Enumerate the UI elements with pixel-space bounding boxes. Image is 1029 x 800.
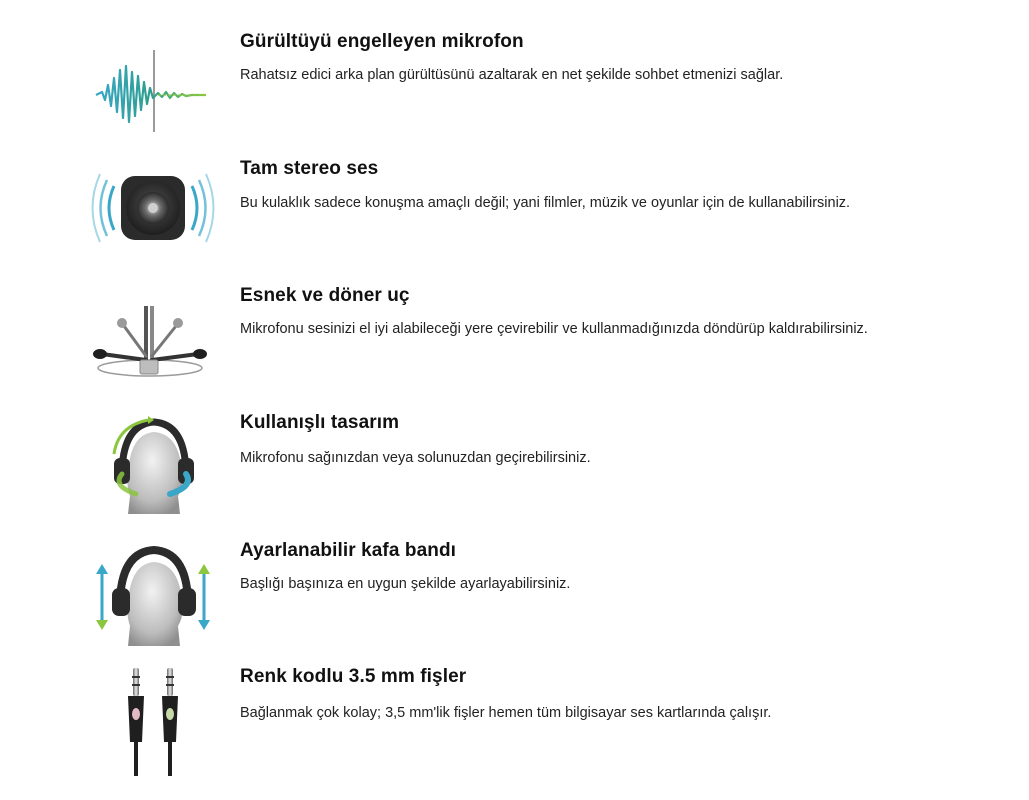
feature-description: Rahatsız edici arka plan gürültüsünü azaltarak en net şekilde sohbet etmenizi sağlar. bbox=[240, 67, 784, 83]
feature-item-noise-cancelling bbox=[0, 0, 1029, 128]
audio-jack-icon bbox=[88, 666, 218, 776]
feature-title: Gürültüyü engelleyen mikrofon bbox=[240, 31, 524, 52]
feature-item-color-coded-plugs bbox=[0, 640, 1029, 768]
feature-title: Esnek ve döner uç bbox=[240, 285, 410, 306]
feature-title: Ayarlanabilir kafa bandı bbox=[240, 540, 457, 561]
feature-title: Tam stereo ses bbox=[240, 158, 379, 179]
feature-description: Başlığı başınıza en uygun şekilde ayarlayabilirsiniz. bbox=[240, 576, 571, 592]
feature-item-adjustable-headband bbox=[0, 512, 1029, 640]
feature-description: Mikrofonu sesinizi el iyi alabileceği yere çevirebilir ve kullanmadığınızda döndürüp kaldırabilirsiniz. bbox=[240, 321, 868, 337]
feature-item-practical-design bbox=[0, 384, 1029, 512]
feature-item-flexible-boom bbox=[0, 256, 1029, 384]
headset-on-head-icon bbox=[88, 414, 218, 524]
speaker-icon bbox=[88, 158, 218, 268]
feature-description: Bağlanmak çok kolay; 3,5 mm'lik fişler hemen tüm bilgisayar ses kartlarında çalışır. bbox=[240, 705, 772, 721]
feature-description: Mikrofonu sağınızdan veya solunuzdan geçirebilirsiniz. bbox=[240, 450, 591, 466]
adjustable-headband-icon bbox=[88, 542, 218, 652]
feature-title: Renk kodlu 3.5 mm fişler bbox=[240, 666, 467, 687]
feature-item-stereo-sound bbox=[0, 128, 1029, 256]
feature-title: Kullanışlı tasarım bbox=[240, 412, 400, 433]
feature-description: Bu kulaklık sadece konuşma amaçlı değil; yani filmler, müzik ve oyunlar için de kullanabilirsiniz. bbox=[240, 195, 851, 211]
